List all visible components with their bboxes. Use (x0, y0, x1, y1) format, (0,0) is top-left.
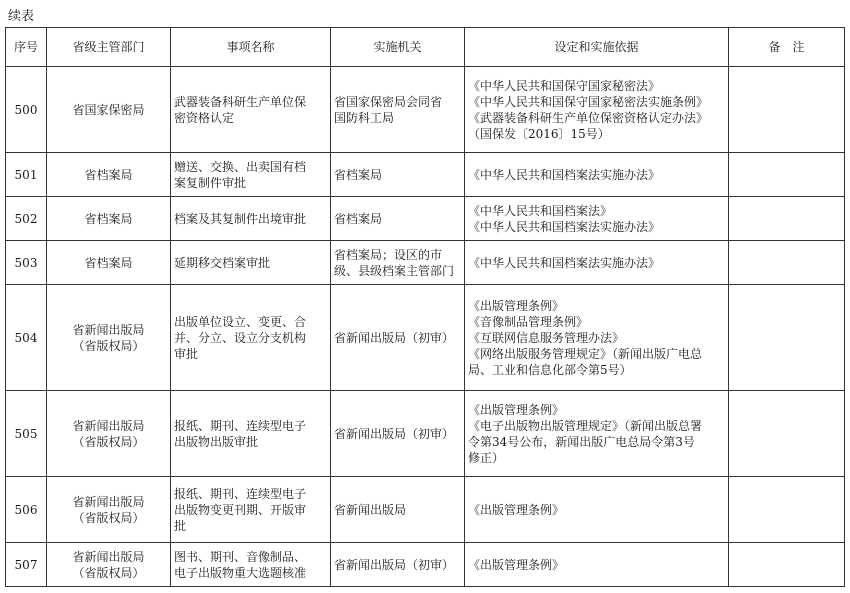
cell-basis-line: 《网络出版服务管理规定》（新闻出版广电总 (468, 346, 703, 361)
cell-note (729, 241, 845, 285)
cell-dept-line: 省新闻出版局 (72, 322, 145, 337)
items-table (5, 27, 845, 587)
cell-item (171, 543, 331, 587)
cell-item-line: 图书、期刊、音像制品、 (174, 549, 307, 564)
cell-basis (465, 153, 729, 197)
cell-org-line: 省档案局 (334, 167, 383, 182)
cell-dept-line: 省新闻出版局 (72, 494, 145, 509)
cell-basis-line: 修正） (468, 450, 505, 465)
cell-seq: 504 (6, 285, 47, 391)
cell-org (331, 285, 465, 391)
table-row (6, 197, 845, 241)
cell-basis-line: 《中华人民共和国档案法实施办法》 (468, 255, 661, 270)
table-row (6, 241, 845, 285)
cell-basis (465, 285, 729, 391)
cell-basis (465, 477, 729, 543)
cell-item-line: 出版物变更刊期、开版审 (174, 502, 307, 517)
table-row (6, 391, 845, 477)
cell-org-line: 国防科工局 (334, 110, 395, 125)
cell-item-line: 报纸、期刊、连续型电子 (174, 486, 307, 501)
cell-dept (47, 285, 171, 391)
cell-dept-line: 省档案局 (84, 211, 133, 226)
cell-dept-line: 省档案局 (84, 255, 133, 270)
cell-note (729, 153, 845, 197)
cell-item-line: 报纸、期刊、连续型电子 (174, 418, 307, 433)
cell-org (331, 153, 465, 197)
cell-basis (465, 543, 729, 587)
cell-org (331, 197, 465, 241)
cell-seq: 501 (6, 153, 47, 197)
cell-basis-line: 《电子出版物出版管理规定》（新闻出版总署 (468, 418, 703, 433)
cell-item-line: 并、分立、设立分支机构 (174, 330, 307, 345)
cell-note (729, 67, 845, 153)
cell-dept-line: 省新闻出版局 (72, 418, 145, 433)
cell-basis-line: 《中华人民共和国档案法》 (468, 203, 613, 218)
cell-org-line: 省国家保密局会同省 (334, 94, 443, 109)
cell-seq: 507 (6, 543, 47, 587)
cell-dept (47, 241, 171, 285)
cell-basis-line: 局、工业和信息化部令第5号） (468, 362, 632, 377)
cell-basis (465, 67, 729, 153)
cell-basis-line: 《中华人民共和国保守国家秘密法实施条例》 (468, 94, 709, 109)
cell-dept (47, 197, 171, 241)
table-row (6, 543, 845, 587)
cell-item (171, 67, 331, 153)
cell-item-line: 批 (174, 518, 187, 533)
cell-dept-line: 省国家保密局 (72, 102, 145, 117)
header-dept: 省级主管部门 (47, 28, 171, 67)
cell-dept (47, 477, 171, 543)
cell-item (171, 391, 331, 477)
cell-item (171, 285, 331, 391)
cell-note (729, 543, 845, 587)
cell-basis-line: 《出版管理条例》 (468, 502, 565, 517)
cell-basis (465, 197, 729, 241)
cell-dept (47, 67, 171, 153)
cell-org (331, 391, 465, 477)
cell-seq: 506 (6, 477, 47, 543)
cell-basis-line: 《出版管理条例》 (468, 402, 565, 417)
cell-item-line: 延期移交档案审批 (174, 255, 271, 270)
cell-dept (47, 391, 171, 477)
cell-dept (47, 153, 171, 197)
cell-dept-line: 省档案局 (84, 167, 133, 182)
cell-note (729, 285, 845, 391)
cell-dept-line: 省新闻出版局 (72, 549, 145, 564)
cell-org-line: 省新闻出版局（初审） (334, 426, 455, 441)
header-note: 备 注 (729, 28, 845, 67)
cell-basis-line: （国保发〔2016〕15号） (468, 126, 610, 141)
cell-item-line: 出版单位设立、变更、合 (174, 314, 307, 329)
cell-basis-line: 《中华人民共和国保守国家秘密法》 (468, 78, 661, 93)
cell-seq: 500 (6, 67, 47, 153)
table-row (6, 67, 845, 153)
table-row (6, 477, 845, 543)
header-org: 实施机关 (331, 28, 465, 67)
cell-basis-line: 《音像制品管理条例》 (468, 314, 589, 329)
cell-item-line: 出版物出版审批 (174, 434, 259, 449)
cell-basis-line: 令第34号公布，新闻出版广电总局令第3号 (468, 434, 695, 449)
cell-org-line: 省档案局 (334, 211, 383, 226)
cell-basis-line: 《武器装备科研生产单位保密资格认定办法》 (468, 110, 709, 125)
cell-basis (465, 241, 729, 285)
cell-org-line: 省档案局；设区的市 (334, 247, 443, 262)
cell-seq: 503 (6, 241, 47, 285)
cell-basis-line: 《中华人民共和国档案法实施办法》 (468, 167, 661, 182)
cell-dept-line: （省版权局） (72, 434, 145, 449)
cell-item (171, 241, 331, 285)
cell-org-line: 省新闻出版局（初审） (334, 330, 455, 345)
cell-note (729, 477, 845, 543)
cell-dept-line: （省版权局） (72, 338, 145, 353)
cell-item (171, 153, 331, 197)
cell-item (171, 477, 331, 543)
cell-seq: 505 (6, 391, 47, 477)
cell-org-line: 级、县级档案主管部门 (334, 263, 455, 278)
cell-item-line: 赠送、交换、出卖国有档 (174, 159, 307, 174)
cell-item-line: 案复制件审批 (174, 175, 247, 190)
cell-seq: 502 (6, 197, 47, 241)
table-caption: 续表 (8, 9, 35, 24)
header-row (6, 28, 845, 67)
cell-dept-line: （省版权局） (72, 565, 145, 580)
cell-note (729, 391, 845, 477)
cell-org (331, 543, 465, 587)
cell-basis-line: 《中华人民共和国档案法实施办法》 (468, 219, 661, 234)
cell-item-line: 密资格认定 (174, 110, 235, 125)
cell-item-line: 武器装备科研生产单位保 (174, 94, 307, 109)
table-row (6, 285, 845, 391)
cell-basis-line: 《互联网信息服务管理办法》 (468, 330, 625, 345)
cell-item-line: 电子出版物重大选题核准 (174, 565, 307, 580)
cell-org (331, 477, 465, 543)
cell-item (171, 197, 331, 241)
cell-note (729, 197, 845, 241)
table-row (6, 153, 845, 197)
cell-dept (47, 543, 171, 587)
cell-dept-line: （省版权局） (72, 510, 145, 525)
cell-org-line: 省新闻出版局 (334, 502, 407, 517)
header-seq: 序号 (6, 28, 47, 67)
header-item: 事项名称 (171, 28, 331, 67)
cell-org (331, 241, 465, 285)
cell-item-line: 审批 (174, 346, 199, 361)
cell-org (331, 67, 465, 153)
header-basis: 设定和实施依据 (465, 28, 729, 67)
cell-org-line: 省新闻出版局（初审） (334, 557, 455, 572)
cell-basis-line: 《出版管理条例》 (468, 298, 565, 313)
cell-basis (465, 391, 729, 477)
cell-basis-line: 《出版管理条例》 (468, 557, 565, 572)
cell-item-line: 档案及其复制件出境审批 (174, 211, 307, 226)
